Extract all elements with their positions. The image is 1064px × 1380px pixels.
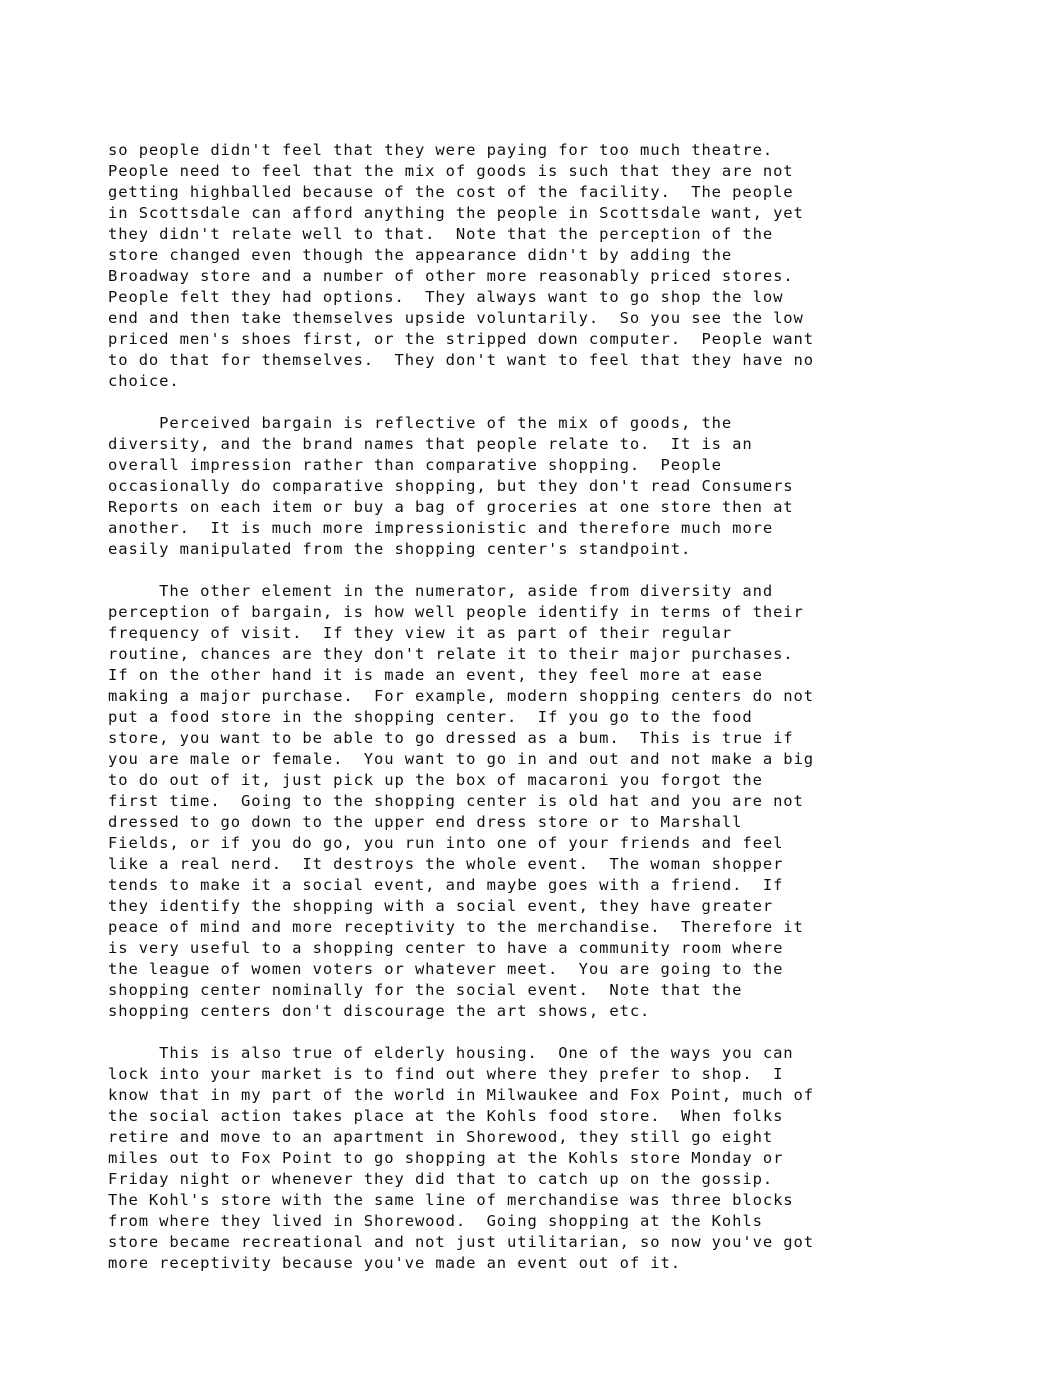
text-line: shopping centers don't discourage the art shows, etc. <box>108 1002 651 1020</box>
text-line: priced men's shoes first, or the stripped down computer. People want <box>108 330 814 348</box>
text-line: know that in my part of the world in Milwaukee and Fox Point, much of <box>108 1086 814 1104</box>
text-line: dressed to go down to the upper end dress store or to Marshall <box>108 813 743 831</box>
text-line: If on the other hand it is made an event, they feel more at ease <box>108 666 763 684</box>
text-line: getting highballed because of the cost of the facility. The people <box>108 183 794 201</box>
text-line: The other element in the numerator, aside from diversity and <box>108 582 774 600</box>
text-line: is very useful to a shopping center to have a community room where <box>108 939 784 957</box>
paragraph-4 <box>108 1043 1008 1274</box>
text-line: Fields, or if you do go, you run into one of your friends and feel <box>108 834 784 852</box>
document-page <box>108 140 1008 1295</box>
text-line: from where they lived in Shorewood. Going shopping at the Kohls <box>108 1212 763 1230</box>
text-line: choice. <box>108 372 180 390</box>
text-line: easily manipulated from the shopping center's standpoint. <box>108 540 692 558</box>
text-line: retire and move to an apartment in Shorewood, they still go eight <box>108 1128 774 1146</box>
paragraph-2 <box>108 413 1008 560</box>
text-line: shopping center nominally for the social event. Note that the <box>108 981 743 999</box>
text-line: tends to make it a social event, and maybe goes with a friend. If <box>108 876 784 894</box>
text-line: first time. Going to the shopping center is old hat and you are not <box>108 792 804 810</box>
text-line: occasionally do comparative shopping, but they don't read Consumers <box>108 477 794 495</box>
text-line: lock into your market is to find out where they prefer to shop. I <box>108 1065 784 1083</box>
text-line: store, you want to be able to go dressed as a bum. This is true if <box>108 729 794 747</box>
text-line: so people didn't feel that they were paying for too much theatre. <box>108 141 774 159</box>
text-line: to do that for themselves. They don't want to feel that they have no <box>108 351 814 369</box>
text-line: People need to feel that the mix of goods is such that they are not <box>108 162 794 180</box>
paragraph-3 <box>108 581 1008 1022</box>
text-line: peace of mind and more receptivity to the merchandise. Therefore it <box>108 918 804 936</box>
text-line: frequency of visit. If they view it as part of their regular <box>108 624 733 642</box>
text-line: Perceived bargain is reflective of the mix of goods, the <box>108 414 733 432</box>
text-line: Friday night or whenever they did that to catch up on the gossip. <box>108 1170 774 1188</box>
text-line: People felt they had options. They always want to go shop the low <box>108 288 784 306</box>
text-line: another. It is much more impressionistic and therefore much more <box>108 519 774 537</box>
text-line: more receptivity because you've made an event out of it. <box>108 1254 681 1272</box>
text-line: store became recreational and not just utilitarian, so now you've got <box>108 1233 814 1251</box>
text-line: store changed even though the appearance didn't by adding the <box>108 246 733 264</box>
text-line: diversity, and the brand names that people relate to. It is an <box>108 435 753 453</box>
text-line: the social action takes place at the Kohls food store. When folks <box>108 1107 784 1125</box>
text-line: perception of bargain, is how well people identify in terms of their <box>108 603 804 621</box>
text-line: making a major purchase. For example, modern shopping centers do not <box>108 687 814 705</box>
text-line: end and then take themselves upside voluntarily. So you see the low <box>108 309 804 327</box>
text-line: in Scottsdale can afford anything the people in Scottsdale want, yet <box>108 204 804 222</box>
text-line: Reports on each item or buy a bag of groceries at one store then at <box>108 498 794 516</box>
text-line: you are male or female. You want to go in and out and not make a big <box>108 750 814 768</box>
text-line: miles out to Fox Point to go shopping at the Kohls store Monday or <box>108 1149 784 1167</box>
text-line: routine, chances are they don't relate it to their major purchases. <box>108 645 794 663</box>
text-line: overall impression rather than comparative shopping. People <box>108 456 722 474</box>
text-line: they didn't relate well to that. Note that the perception of the <box>108 225 774 243</box>
text-line: The Kohl's store with the same line of merchandise was three blocks <box>108 1191 794 1209</box>
text-line: put a food store in the shopping center. If you go to the food <box>108 708 753 726</box>
text-line: This is also true of elderly housing. One of the ways you can <box>108 1044 794 1062</box>
text-line: they identify the shopping with a social event, they have greater <box>108 897 774 915</box>
text-line: to do out of it, just pick up the box of macaroni you forgot the <box>108 771 763 789</box>
text-line: the league of women voters or whatever meet. You are going to the <box>108 960 784 978</box>
text-line: Broadway store and a number of other more reasonably priced stores. <box>108 267 794 285</box>
paragraph-1 <box>108 140 1008 392</box>
text-line: like a real nerd. It destroys the whole event. The woman shopper <box>108 855 784 873</box>
